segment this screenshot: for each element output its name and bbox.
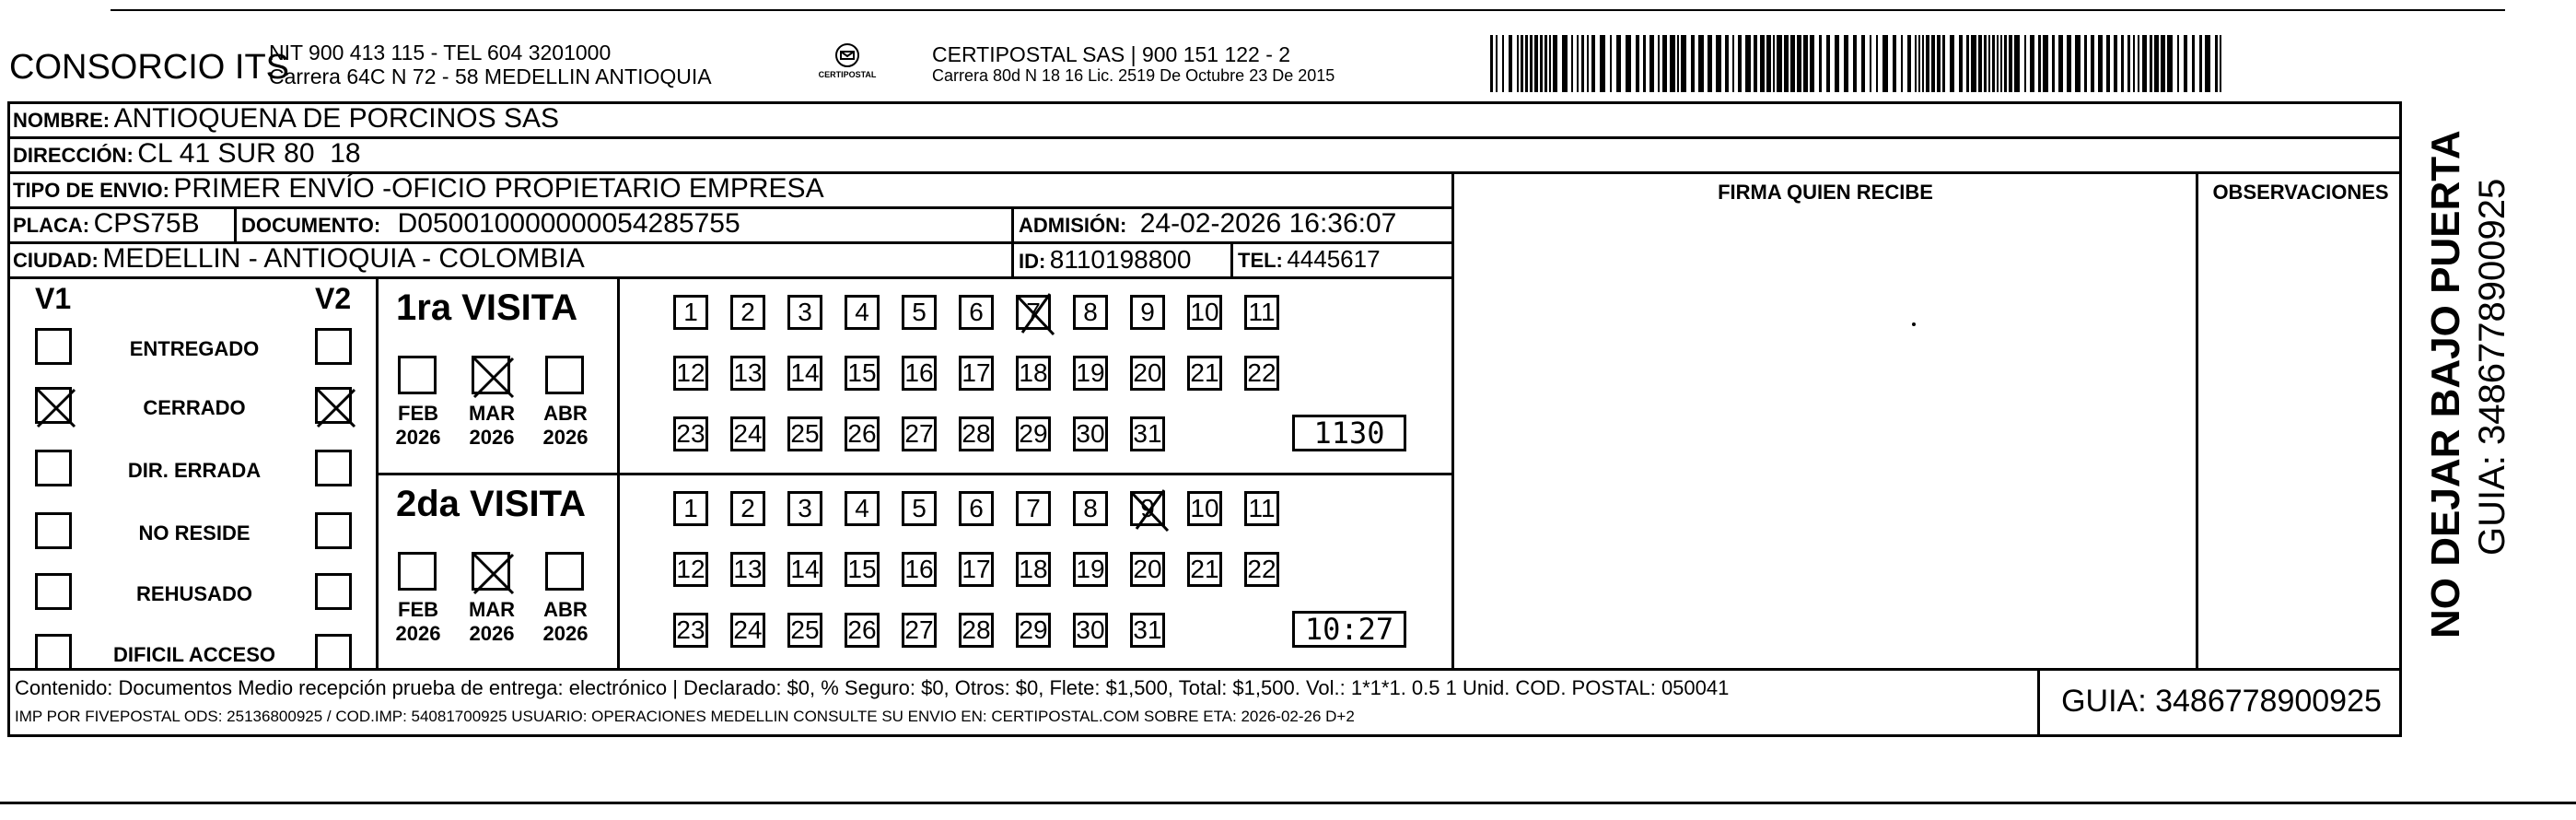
day-box[interactable] [730,552,765,587]
day-number: 14 [790,358,820,387]
day-number: 16 [904,358,934,387]
day-number: 22 [1247,358,1276,387]
day-box[interactable] [1244,552,1279,587]
day-number: 9 [1140,298,1155,326]
day-number: 29 [1019,419,1048,448]
company-address: Carrera 64C N 72 - 58 MEDELLIN ANTIOQUIA [269,64,712,88]
day-number: 21 [1190,358,1219,387]
day-number: 6 [969,298,984,326]
month-checkbox[interactable] [472,356,510,394]
status-v1-checkbox[interactable] [35,450,72,486]
month-label [540,598,591,646]
day-box[interactable] [1073,613,1108,648]
day-box[interactable] [1073,552,1108,587]
day-box[interactable] [730,416,765,451]
day-number: 30 [1076,419,1105,448]
day-number: 11 [1248,298,1276,326]
day-number: 26 [847,419,877,448]
day-box[interactable] [1073,295,1108,330]
month-checkbox[interactable] [398,552,437,591]
status-v1-checkbox[interactable] [35,387,72,424]
day-number: 3 [798,494,812,522]
day-number: 13 [733,358,763,387]
status-v1-checkbox[interactable] [35,512,72,549]
tipo-envio-label: TIPO DE ENVIO: [13,179,169,202]
day-number: 13 [733,555,763,583]
day-number: 28 [962,419,991,448]
day-box[interactable] [730,491,765,526]
day-number: 7 [1026,494,1041,522]
day-number: 20 [1133,555,1162,583]
day-box[interactable] [1130,416,1165,451]
month-checkbox[interactable] [545,356,584,394]
day-number: 20 [1133,358,1162,387]
visit-title: 1ra VISITA [396,287,578,328]
day-box[interactable] [845,491,880,526]
day-box[interactable] [1016,295,1051,330]
nombre-label: NOMBRE: [13,109,111,132]
day-box[interactable] [1130,356,1165,391]
status-v2-checkbox[interactable] [315,387,352,424]
month-checkbox[interactable] [545,552,584,591]
month-name: MAR [468,402,516,425]
month-year: 2026 [395,622,441,645]
day-number: 24 [733,419,763,448]
status-label: DIR. ERRADA [127,459,262,482]
day-number: 15 [847,358,877,387]
day-box[interactable] [902,552,937,587]
day-box[interactable] [959,416,994,451]
day-number: 26 [847,615,877,644]
day-box[interactable] [1073,356,1108,391]
day-number: 17 [962,555,991,583]
day-box[interactable] [1016,356,1051,391]
month-label [540,402,591,450]
nombre-value: ANTIOQUENA DE PORCINOS SAS [113,103,559,134]
status-v1-checkbox[interactable] [35,573,72,610]
ciudad-value: MEDELLIN - ANTIOQUIA - COLOMBIA [102,243,585,274]
day-number: 6 [969,494,984,522]
month-label [466,598,518,646]
day-number: 2 [740,298,755,326]
day-box[interactable] [845,552,880,587]
day-number: 24 [733,615,763,644]
day-number: 18 [1019,555,1048,583]
day-number: 23 [676,615,705,644]
month-year: 2026 [395,426,441,449]
day-box[interactable] [673,552,708,587]
day-box[interactable] [1130,491,1165,526]
admision-value: 24-02-2026 16:36:07 [1139,208,1397,239]
status-v1-checkbox[interactable] [35,328,72,365]
id-value: 8110198800 [1049,245,1192,274]
day-box[interactable] [730,295,765,330]
status-v2-checkbox[interactable] [315,512,352,549]
day-number: 18 [1019,358,1048,387]
day-number: 4 [855,298,869,326]
status-label: ENTREGADO [129,337,260,360]
month-name: FEB [398,598,438,621]
month-checkbox[interactable] [398,356,437,394]
day-box[interactable] [845,356,880,391]
day-box[interactable] [959,295,994,330]
day-box[interactable] [673,356,708,391]
day-box[interactable] [1130,552,1165,587]
day-number: 1 [683,494,698,522]
month-year: 2026 [469,622,515,645]
day-number: 5 [912,298,927,326]
day-box[interactable] [1073,491,1108,526]
month-name: ABR [543,402,588,425]
status-label: DIFICIL ACCESO [112,643,275,666]
day-number: 19 [1076,358,1105,387]
day-number: 11 [1248,494,1276,522]
certipostal-logo [810,41,884,87]
placa-value: CPS75B [93,208,200,239]
day-number: 25 [790,419,820,448]
ciudad-label: CIUDAD: [13,249,99,272]
month-name: FEB [398,402,438,425]
month-name: ABR [543,598,588,621]
status-label: CERRADO [143,396,246,419]
firma-label: FIRMA QUIEN RECIBE [1718,181,1933,204]
day-box[interactable] [845,416,880,451]
day-box[interactable] [1016,491,1051,526]
handwritten-time[interactable]: 1130 [1292,415,1406,451]
status-v2-checkbox[interactable] [315,634,352,671]
day-box[interactable] [902,356,937,391]
day-box[interactable] [959,552,994,587]
day-number: 27 [904,615,934,644]
day-box[interactable] [902,491,937,526]
day-box[interactable] [845,295,880,330]
day-box[interactable] [1016,416,1051,451]
day-number: 25 [790,615,820,644]
footer-imp: IMP POR FIVEPOSTAL ODS: 25136800925 / COD.IMP: 54081700925 USUARIO: OPERACIONES MEDELLIN CONSULTE SU ENVIO EN: CERTIPOSTAL.COM SOBRE ETA: 2026-02-26 D+2 [15,708,1355,725]
direccion-label: DIRECCIÓN: [13,144,134,167]
day-number: 10 [1190,298,1219,326]
day-number: 19 [1076,555,1105,583]
top-rule [111,9,2505,11]
documento-value: D050010000000054285755 [397,208,740,239]
visit-title: 2da VISITA [396,484,586,524]
day-number: 23 [676,419,705,448]
day-box[interactable] [1187,552,1222,587]
day-box[interactable] [673,491,708,526]
observaciones-label: OBSERVACIONES [2212,181,2389,204]
barcode [1490,35,2225,92]
handwritten-time[interactable]: 10:27 [1292,611,1406,648]
day-box[interactable] [959,356,994,391]
day-box[interactable] [787,295,822,330]
day-box[interactable] [902,295,937,330]
day-number: 28 [962,615,991,644]
day-box[interactable] [787,491,822,526]
day-number: 10 [1190,494,1219,522]
day-box[interactable] [1016,613,1051,648]
day-number: 7 [1026,298,1041,326]
day-box[interactable] [1130,295,1165,330]
day-number: 5 [912,494,927,522]
month-year: 2026 [469,426,515,449]
status-v2-checkbox[interactable] [315,328,352,365]
day-number: 31 [1133,615,1162,644]
day-box[interactable] [1244,356,1279,391]
admision-label: ADMISIÓN: [1019,214,1127,237]
status-v2-checkbox[interactable] [315,573,352,610]
day-box[interactable] [959,491,994,526]
footer-guia: GUIA: 3486778900925 [2061,684,2382,719]
month-label [466,402,518,450]
day-box[interactable] [1187,356,1222,391]
tipo-envio-value: PRIMER ENVÍO -OFICIO PROPIETARIO EMPRESA [173,173,824,204]
month-year: 2026 [542,426,589,449]
day-box[interactable] [730,613,765,648]
day-box[interactable] [845,613,880,648]
day-number: 17 [962,358,991,387]
certipostal-line2: Carrera 80d N 18 16 Lic. 2519 De Octubre 23 De 2015 [932,66,1335,85]
month-label [392,598,444,646]
certipostal-line1: CERTIPOSTAL SAS | 900 151 122 - 2 [932,42,1291,66]
month-year: 2026 [542,622,589,645]
day-number: 12 [676,555,705,583]
day-box[interactable] [673,613,708,648]
day-box[interactable] [1073,416,1108,451]
bottom-rule [0,802,2576,804]
day-number: 8 [1083,298,1098,326]
day-box[interactable] [1244,491,1279,526]
day-number: 2 [740,494,755,522]
tel-value: 4445617 [1287,245,1381,273]
id-label: ID: [1019,250,1046,273]
tel-label: TEL: [1238,249,1283,272]
status-label: NO RESIDE [138,521,251,545]
v1-header: V1 [35,282,72,315]
day-box[interactable] [1016,552,1051,587]
month-checkbox[interactable] [472,552,510,591]
day-number: 31 [1133,419,1162,448]
company-name: CONSORCIO ITS [9,48,290,87]
day-box[interactable] [787,416,822,451]
v2-header: V2 [315,282,352,315]
day-number: 22 [1247,555,1276,583]
side-guia: GUIA: 3486778900925 [2472,178,2512,556]
day-box[interactable] [1187,295,1222,330]
day-number: 9 [1140,494,1155,522]
company-nit: NIT 900 413 115 - TEL 604 3201000 [269,41,612,64]
month-label [392,402,444,450]
footer-contenido: Contenido: Documentos Medio recepción prueba de entrega: electrónico | Declarado: $0, % Seguro: $0, Otros: $0, Flete: $1,500, Total: $1,500. Vol.: 1*1*1. 0.5 1 Unid. COD. POSTAL: 050041 [15,676,1730,699]
day-box[interactable] [730,356,765,391]
day-box[interactable] [787,552,822,587]
day-box[interactable] [673,295,708,330]
day-box[interactable] [1244,295,1279,330]
day-number: 29 [1019,615,1048,644]
day-box[interactable] [902,416,937,451]
day-number: 14 [790,555,820,583]
day-number: 4 [855,494,869,522]
day-number: 3 [798,298,812,326]
day-number: 21 [1190,555,1219,583]
day-number: 12 [676,358,705,387]
day-box[interactable] [902,613,937,648]
day-box[interactable] [787,613,822,648]
status-v2-checkbox[interactable] [315,450,352,486]
day-box[interactable] [959,613,994,648]
svg-text:CERTIPOSTAL: CERTIPOSTAL [818,70,877,79]
day-number: 27 [904,419,934,448]
day-number: 8 [1083,494,1098,522]
placa-label: PLACA: [13,214,90,237]
day-box[interactable] [787,356,822,391]
day-number: 1 [683,298,698,326]
side-no-dejar: NO DEJAR BAJO PUERTA [2423,130,2468,638]
day-box[interactable] [673,416,708,451]
signature-dot [1912,322,1916,326]
month-name: MAR [468,598,516,621]
day-number: 30 [1076,615,1105,644]
day-box[interactable] [1187,491,1222,526]
day-box[interactable] [1130,613,1165,648]
day-number: 16 [904,555,934,583]
day-number: 15 [847,555,877,583]
documento-label: DOCUMENTO: [241,214,381,237]
status-v1-checkbox[interactable] [35,634,72,671]
direccion-value: CL 41 SUR 80 18 [137,138,361,169]
status-label: REHUSADO [136,582,252,605]
